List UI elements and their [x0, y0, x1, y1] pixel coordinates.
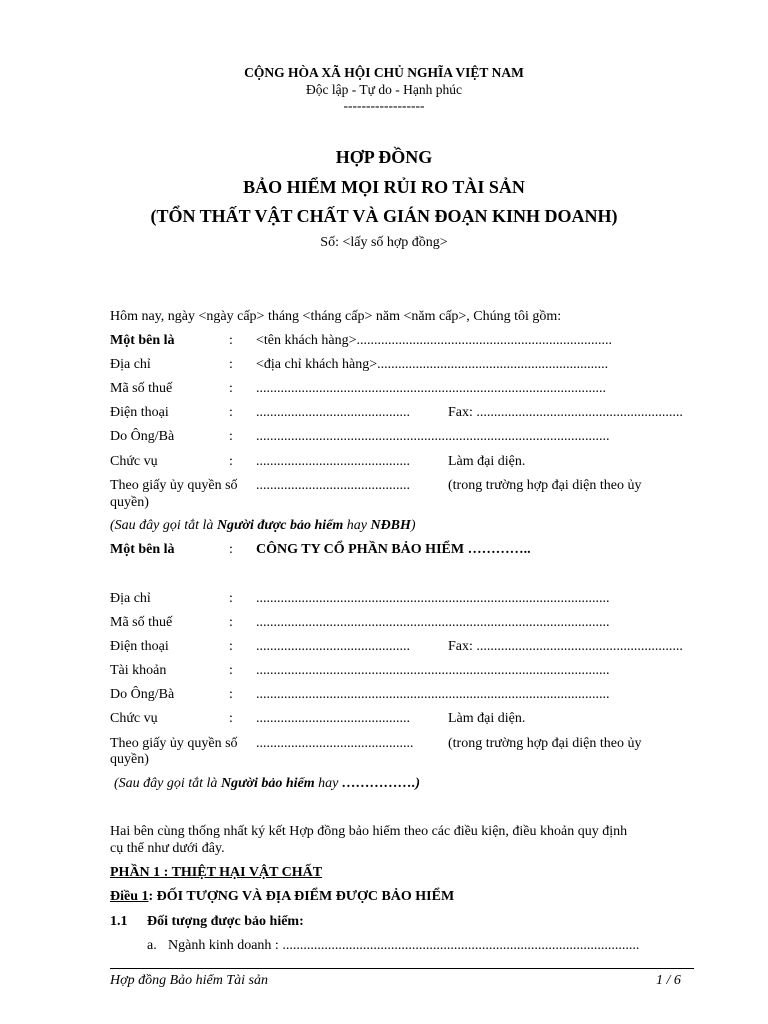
footer-title: Hợp đồng Bảo hiểm Tài sản [110, 973, 268, 988]
doc-title-line3: (TỔN THẤT VẬT CHẤT VÀ GIÁN ĐOẠN KINH DOANH) [150, 206, 618, 226]
colon: : [229, 615, 233, 630]
section-1-1-number: 1.1 [110, 914, 128, 929]
colon: : [229, 711, 233, 726]
footer-divider [110, 968, 694, 969]
party1-position-note: Làm đại diện. [448, 454, 526, 469]
party1-phone-label: Điện thoại [110, 405, 169, 420]
party2-name-value: CÔNG TY CỔ PHẦN BẢO HIỂM ………….. [256, 542, 531, 557]
party1-address-value: <địa chỉ khách hàng>.................................................................. [256, 357, 609, 372]
header-rule: ------------------ [343, 98, 425, 113]
part1-heading: PHẦN 1 : THIỆT HẠI VẬT CHẤT [110, 865, 323, 880]
party2-phone-value: ............................................ [256, 639, 410, 654]
colon: : [229, 405, 233, 420]
party1-name-value: <tên khách hàng>......................................................................... [256, 333, 613, 348]
party2-rep-label: Do Ông/Bà [110, 687, 175, 702]
page-number: 1 / 6 [656, 973, 681, 988]
party2-auth-value: ............................................. [256, 736, 414, 751]
country-heading: CỘNG HÒA XÃ HỘI CHỦ NGHĨA VIỆT NAM [244, 65, 524, 80]
contract-number: Số: <lấy số hợp đồng> [320, 235, 448, 250]
colon: : [229, 429, 233, 444]
party2-position-note: Làm đại diện. [448, 711, 526, 726]
party2-auth-wrap: quyền) [110, 752, 149, 767]
party1-auth-note: (trong trường hợp đại diện theo ủy [448, 478, 642, 493]
doc-title-line1: HỢP ĐỒNG [335, 147, 433, 167]
colon: : [229, 357, 233, 372]
party2-rep-value: ..................................................................................................... [256, 687, 610, 702]
item-a-marker: a. [147, 938, 157, 953]
party1-fax: Fax: ........................................................... [448, 405, 683, 420]
party1-auth-value: ............................................ [256, 478, 410, 493]
party2-tax-label: Mã số thuế [110, 615, 173, 630]
party2-account-value: ..................................................................................................... [256, 663, 610, 678]
party1-position-value: ............................................ [256, 454, 410, 469]
party1-tax-value: .................................................................................................... [256, 381, 606, 396]
party1-designation-note: (Sau đây gọi tắt là Người được bảo hiểm hay NĐBH) [110, 518, 416, 533]
party2-auth-note: (trong trường hợp đại diện theo ủy [448, 736, 642, 751]
party1-tax-label: Mã số thuế [110, 381, 173, 396]
party2-designation-note: (Sau đây gọi tắt là Người bảo hiểm hay …………….) [114, 776, 421, 791]
colon: : [229, 639, 233, 654]
party2-auth-label: Theo giấy ủy quyền số [110, 736, 238, 751]
party1-rep-value: ..................................................................................................... [256, 429, 610, 444]
colon: : [229, 381, 233, 396]
party1-auth-wrap: quyền) [110, 495, 149, 510]
colon: : [229, 542, 233, 557]
party2-label: Một bên là [110, 542, 175, 557]
party1-phone-value: ............................................ [256, 405, 410, 420]
party2-address-value: ..................................................................................................... [256, 591, 610, 606]
party1-rep-label: Do Ông/Bà [110, 429, 175, 444]
party1-position-label: Chức vụ [110, 454, 158, 469]
party2-fax: Fax: ........................................................... [448, 639, 683, 654]
item-a-text: Ngành kinh doanh : ...................................................................................................... [168, 938, 640, 953]
colon: : [229, 454, 233, 469]
section-1-1-title: Đối tượng được bảo hiểm: [147, 914, 304, 929]
agreement-line1: Hai bên cùng thống nhất ký kết Hợp đồng bảo hiểm theo các điều kiện, điều khoản quy định [110, 824, 628, 839]
doc-title-line2: BẢO HIỂM MỌI RỦI RO TÀI SẢN [243, 177, 525, 197]
party1-address-label: Địa chỉ [110, 357, 151, 372]
party2-address-label: Địa chỉ [110, 591, 151, 606]
party2-phone-label: Điện thoại [110, 639, 169, 654]
party2-position-value: ............................................ [256, 711, 410, 726]
intro-line: Hôm nay, ngày <ngày cấp> tháng <tháng cấp> năm <năm cấp>, Chúng tôi gồm: [110, 309, 562, 324]
party1-auth-label: Theo giấy ủy quyền số [110, 478, 238, 493]
party2-tax-value: ..................................................................................................... [256, 615, 610, 630]
agreement-line2: cụ thể như dưới đây. [110, 841, 225, 856]
colon: : [229, 663, 233, 678]
party1-label: Một bên là [110, 333, 175, 348]
motto: Độc lập - Tự do - Hạnh phúc [306, 82, 462, 97]
colon: : [229, 591, 233, 606]
article1-heading: Điều 1: ĐỐI TƯỢNG VÀ ĐỊA ĐIỂM ĐƯỢC BẢO HIỂM [110, 889, 455, 904]
colon: : [229, 687, 233, 702]
party2-position-label: Chức vụ [110, 711, 158, 726]
party2-account-label: Tài khoản [110, 663, 167, 678]
colon: : [229, 333, 233, 348]
